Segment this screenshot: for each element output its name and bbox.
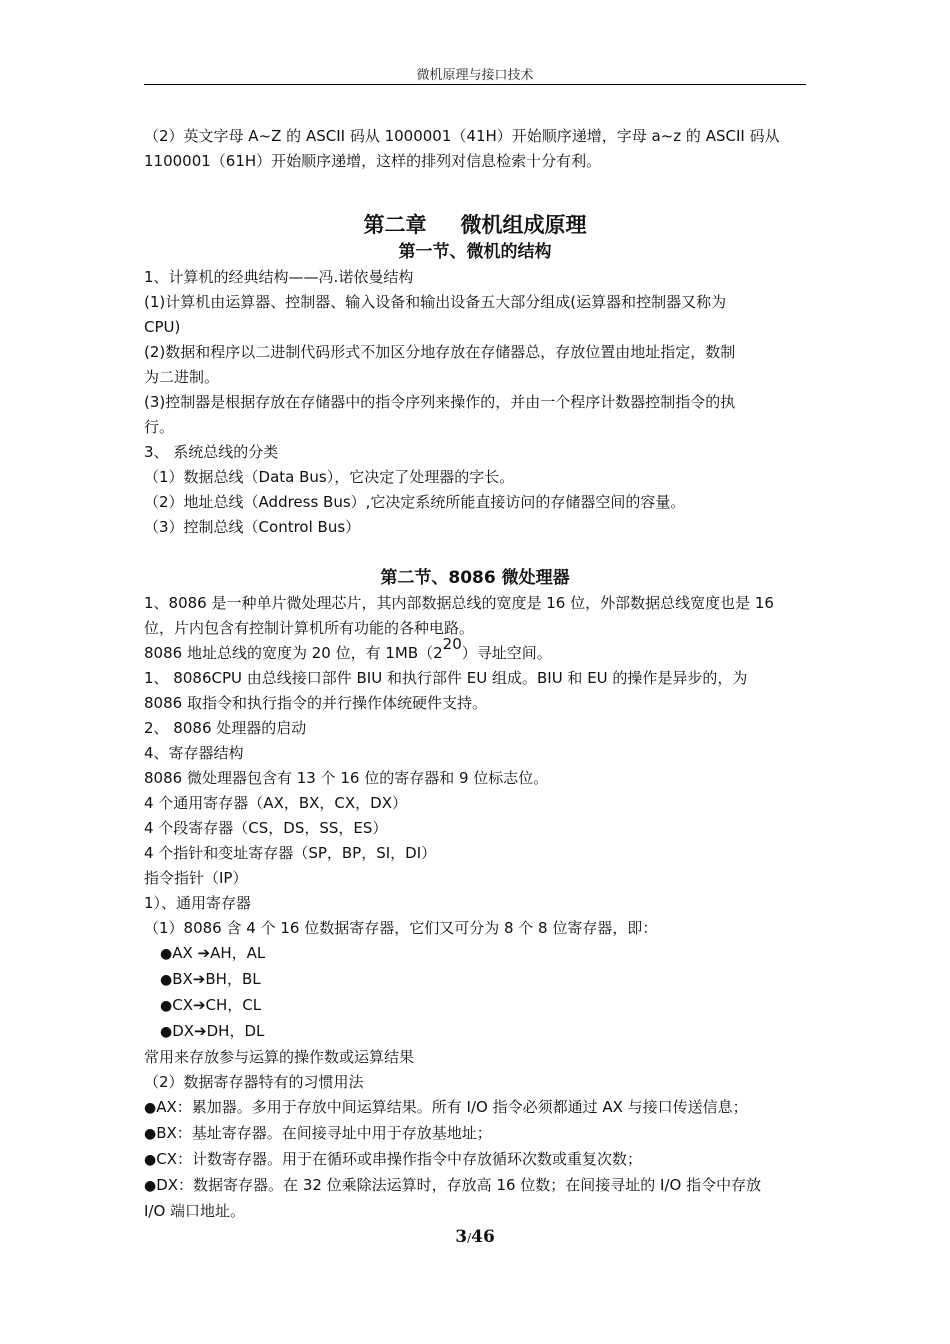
text-line: 1）、通用寄存器 xyxy=(144,894,252,912)
register-item xyxy=(144,993,806,1019)
bullet-icon: ● xyxy=(144,1152,157,1168)
section2-body-c xyxy=(144,1045,806,1095)
bullet-icon: ● xyxy=(160,972,173,988)
text-line: (1)计算机由运算器、控制器、输入设备和输出设备五大部分组成(运算器和控制器又称为 xyxy=(144,293,727,311)
text-line: 2、 8086 处理器的启动 xyxy=(144,719,307,737)
register-parts: CH，CL xyxy=(205,996,262,1014)
text-line: 4、寄存器结构 xyxy=(144,744,244,762)
text-line: （1）数据总线（Data Bus），它决定了处理器的字长。 xyxy=(144,468,515,486)
text-line: 4 个通用寄存器（AX，BX，CX，DX） xyxy=(144,794,407,812)
usage-text: AX：累加器。多用于存放中间运算结果。所有 I/O 指令必须都通过 AX 与接口传送信息； xyxy=(156,1098,748,1116)
usage-item xyxy=(144,1095,806,1121)
text-line: CPU) xyxy=(144,318,181,336)
section-heading: 第一节、微机的结构 xyxy=(398,242,552,262)
text-line: 行。 xyxy=(144,418,175,436)
text-line: 1、 8086CPU 由总线接口部件 BIU 和执行部件 EU 组成。BIU 和 EU 的操作是异步的，为 xyxy=(144,669,748,687)
section1-body xyxy=(144,265,806,540)
usage-text: BX：基址寄存器。在间接寻址中用于存放基地址； xyxy=(156,1124,492,1142)
section-heading: 第二节、8086 微处理器 xyxy=(380,568,570,588)
section2-body-b xyxy=(144,666,806,941)
register-name: CX xyxy=(172,996,193,1014)
text-line: 3、 系统总线的分类 xyxy=(144,443,279,461)
page-number: 3/46 xyxy=(455,1227,495,1247)
usage-list xyxy=(144,1095,806,1199)
usage-item xyxy=(144,1121,806,1147)
text-line: 1、计算机的经典结构——冯.诺依曼结构 xyxy=(144,268,414,286)
text-line: 常用来存放参与运算的操作数或运算结果 xyxy=(144,1048,415,1066)
text-line: （2）数据寄存器特有的习惯用法 xyxy=(144,1073,364,1091)
arrow-right-icon: ➔ xyxy=(194,1022,207,1040)
usage-text: DX：数据寄存器。在 32 位乘除法运算时，存放高 16 位数；在间接寻址的 I/O 指令中存放 xyxy=(156,1176,762,1194)
text-line: 指令指针（IP） xyxy=(144,869,248,887)
register-list xyxy=(144,941,806,1045)
usage-item xyxy=(144,1173,806,1199)
register-item xyxy=(144,941,806,967)
text-line: 4 个指针和变址寄存器（SP，BP，SI，DI） xyxy=(144,844,437,862)
register-item xyxy=(144,967,806,993)
bullet-icon: ● xyxy=(144,1100,157,1116)
text-line: （1）8086 含 4 个 16 位数据寄存器，它们又可分为 8 个 8 位寄存器，即： xyxy=(144,919,658,937)
register-name: DX xyxy=(172,1022,195,1040)
intro-line: （2）英文字母 A~Z 的 ASCII 码从 1000001（41H）开始顺序递增，字母 a~z 的 ASCII 码从 xyxy=(144,127,780,145)
chapter-title: 微机组成原理 xyxy=(460,213,587,237)
intro-line: 1100001（61H）开始顺序递增，这样的排列对信息检索十分有利。 xyxy=(144,152,602,170)
text-line: (3)控制器是根据存放在存储器中的指令序列来操作的，并由一个程序计数器控制指令的执 xyxy=(144,393,736,411)
address-bus-line: 8086 地址总线的宽度为 20 位，有 $1MB(2^{20})$寻址空间。 xyxy=(144,635,552,662)
page-content xyxy=(144,124,806,1224)
text-line: 为二进制。 xyxy=(144,368,220,386)
text-line: （2）地址总线（Address Bus）,它决定系统所能直接访问的存储器空间的容量。 xyxy=(144,493,686,511)
usage-tail: I/O 端口地址。 xyxy=(144,1202,246,1220)
text-line: 4 个段寄存器（CS，DS，SS，ES） xyxy=(144,819,388,837)
arrow-right-icon: ➔ xyxy=(192,970,206,988)
arrow-right-icon: ➔ xyxy=(192,996,206,1014)
register-name: BX xyxy=(172,970,193,988)
bullet-icon: ● xyxy=(144,1178,157,1194)
register-name: AX xyxy=(172,944,198,962)
text-line: (2)数据和程序以二进制代码形式不加区分地存放在存储器总，存放位置由地址指定，数制 xyxy=(144,343,736,361)
register-parts: BH，BL xyxy=(205,970,261,988)
header-rule xyxy=(144,84,806,85)
chapter-label: 第二章 xyxy=(363,213,427,237)
bullet-icon: ● xyxy=(160,1024,173,1040)
text-line: 位，片内包含有控制计算机所有功能的各种电路。 xyxy=(144,619,475,637)
bullet-icon: ● xyxy=(144,1126,157,1142)
register-parts: DH，DL xyxy=(206,1022,265,1040)
text-line: 8086 取指令和执行指令的并行操作体统硬件支持。 xyxy=(144,694,487,712)
bullet-icon: ● xyxy=(160,946,173,962)
chapter-heading xyxy=(144,211,806,239)
text-line: （3）控制总线（Control Bus） xyxy=(144,518,361,536)
text-line: 1、8086 是一种单片微处理芯片，其内部数据总线的宽度是 16 位，外部数据总线宽度也是 16 xyxy=(144,594,774,612)
running-header: 微机原理与接口技术 xyxy=(416,68,534,83)
power-exponent: 20 xyxy=(442,635,462,653)
usage-text: CX：计数寄存器。用于在循环或串操作指令中存放循环次数或重复次数； xyxy=(156,1150,642,1168)
arrow-right-icon: ➔ xyxy=(197,944,211,962)
bullet-icon: ● xyxy=(160,998,173,1014)
usage-item xyxy=(144,1147,806,1173)
register-item xyxy=(144,1019,806,1045)
section2-body-a xyxy=(144,591,806,641)
text-line: 8086 微处理器包含有 13 个 16 位的寄存器和 9 位标志位。 xyxy=(144,769,549,787)
register-parts: AH，AL xyxy=(210,944,266,962)
